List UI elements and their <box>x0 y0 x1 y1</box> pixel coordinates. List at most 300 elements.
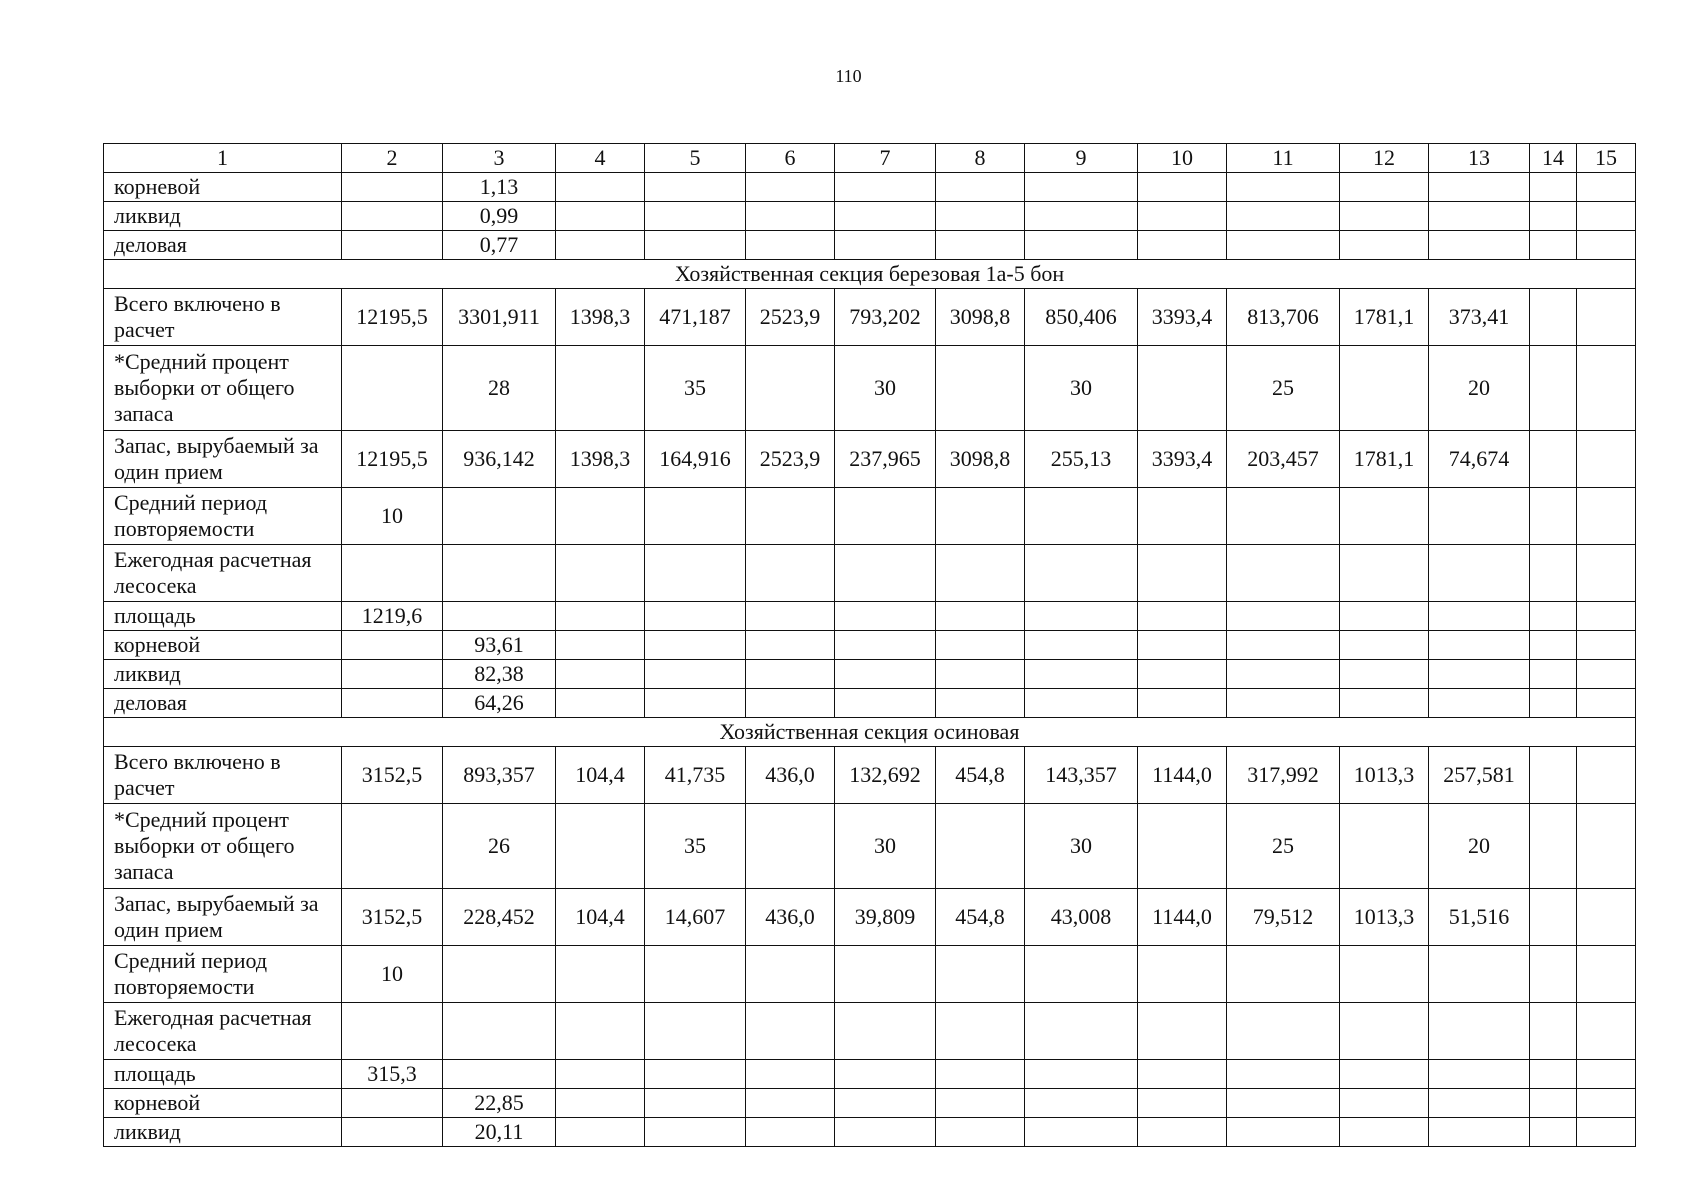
table-row <box>104 488 1636 545</box>
table-cell <box>1138 488 1227 545</box>
table-row <box>104 1118 1636 1147</box>
table-cell <box>1530 1089 1577 1118</box>
table-cell <box>746 602 835 631</box>
table-cell <box>556 173 645 202</box>
table-cell <box>1429 488 1530 545</box>
table-cell <box>746 1118 835 1147</box>
table-cell: 22,85 <box>443 1089 556 1118</box>
table-cell <box>1138 689 1227 718</box>
table-cell <box>1138 202 1227 231</box>
table-cell <box>835 1060 936 1089</box>
row-label: Запас, вырубаемый за один прием <box>104 889 342 946</box>
table-cell: 132,692 <box>835 747 936 804</box>
table-cell: 3152,5 <box>342 889 443 946</box>
table-cell <box>1227 1003 1340 1060</box>
table-cell <box>1429 231 1530 260</box>
table-cell <box>936 202 1025 231</box>
table-cell: 74,674 <box>1429 431 1530 488</box>
table-cell: 143,357 <box>1025 747 1138 804</box>
table-cell <box>1138 602 1227 631</box>
table-cell <box>645 689 746 718</box>
table-cell <box>1340 202 1429 231</box>
row-label: Запас, вырубаемый за один прием <box>104 431 342 488</box>
table-cell <box>1429 946 1530 1003</box>
table-row <box>104 602 1636 631</box>
table-cell: 228,452 <box>443 889 556 946</box>
table-cell <box>645 488 746 545</box>
table-cell: 20,11 <box>443 1118 556 1147</box>
table-cell <box>342 545 443 602</box>
row-label: деловая <box>104 231 342 260</box>
section-title: Хозяйственная секция березовая 1а-5 бон <box>104 260 1636 289</box>
table-cell <box>1530 747 1577 804</box>
table-cell <box>936 946 1025 1003</box>
table-cell <box>1227 602 1340 631</box>
table-cell <box>342 173 443 202</box>
table-cell <box>746 231 835 260</box>
table-cell <box>1340 1003 1429 1060</box>
table-cell <box>1530 631 1577 660</box>
table-cell <box>1577 1060 1636 1089</box>
table-cell <box>1340 231 1429 260</box>
column-number-cell: 5 <box>645 144 746 173</box>
table-row <box>104 231 1636 260</box>
table-cell <box>1138 1118 1227 1147</box>
table-cell <box>342 202 443 231</box>
table-cell: 1781,1 <box>1340 431 1429 488</box>
table-cell: 454,8 <box>936 889 1025 946</box>
row-label: Всего включено в расчет <box>104 289 342 346</box>
table-cell <box>443 1003 556 1060</box>
table-cell <box>1530 202 1577 231</box>
table-cell <box>936 173 1025 202</box>
table-cell <box>746 545 835 602</box>
table-cell <box>1530 173 1577 202</box>
table-cell: 30 <box>1025 804 1138 889</box>
table-cell <box>556 660 645 689</box>
table-cell <box>1340 1118 1429 1147</box>
table-cell <box>1340 804 1429 889</box>
table-cell <box>1138 804 1227 889</box>
row-label: ликвид <box>104 202 342 231</box>
table-cell: 82,38 <box>443 660 556 689</box>
table-cell <box>1577 1118 1636 1147</box>
row-label: Средний период повторяемости <box>104 946 342 1003</box>
row-label: Всего включено в расчет <box>104 747 342 804</box>
table-cell: 25 <box>1227 804 1340 889</box>
table-cell <box>342 1003 443 1060</box>
table-cell <box>835 488 936 545</box>
table-cell <box>1227 631 1340 660</box>
table-cell <box>1340 602 1429 631</box>
table-row <box>104 545 1636 602</box>
row-label: Средний период повторяемости <box>104 488 342 545</box>
table-cell <box>1227 689 1340 718</box>
table-cell <box>1577 488 1636 545</box>
table-cell <box>1577 602 1636 631</box>
table-cell <box>1429 545 1530 602</box>
allowable-cut-table <box>103 143 1636 1147</box>
table-cell <box>835 202 936 231</box>
row-label: корневой <box>104 173 342 202</box>
table-cell <box>556 231 645 260</box>
table-cell <box>556 488 645 545</box>
table-cell <box>835 1089 936 1118</box>
table-cell <box>746 1089 835 1118</box>
table-cell <box>1025 631 1138 660</box>
row-label: корневой <box>104 1089 342 1118</box>
table-cell <box>342 346 443 431</box>
table-cell <box>1429 173 1530 202</box>
table-cell: 25 <box>1227 346 1340 431</box>
column-number-cell: 10 <box>1138 144 1227 173</box>
table-cell <box>936 545 1025 602</box>
table-cell <box>1025 1060 1138 1089</box>
table-cell <box>746 488 835 545</box>
table-cell <box>835 602 936 631</box>
table-cell <box>1429 631 1530 660</box>
table-cell <box>835 545 936 602</box>
table-cell <box>1138 346 1227 431</box>
table-cell <box>1227 202 1340 231</box>
table-cell <box>1429 602 1530 631</box>
table-cell <box>835 660 936 689</box>
table-cell <box>556 545 645 602</box>
table-cell <box>1577 747 1636 804</box>
table-cell <box>1530 1003 1577 1060</box>
table-cell: 104,4 <box>556 747 645 804</box>
table-cell <box>835 1003 936 1060</box>
table-cell: 35 <box>645 346 746 431</box>
table-cell <box>556 631 645 660</box>
table-cell <box>443 602 556 631</box>
table-cell <box>1340 946 1429 1003</box>
table-cell <box>1530 804 1577 889</box>
table-row <box>104 202 1636 231</box>
table-cell <box>746 804 835 889</box>
table-cell: 257,581 <box>1429 747 1530 804</box>
table-cell <box>1340 545 1429 602</box>
table-cell: 104,4 <box>556 889 645 946</box>
table-cell <box>1429 689 1530 718</box>
table-cell <box>1340 660 1429 689</box>
column-number-cell: 3 <box>443 144 556 173</box>
table-row <box>104 346 1636 431</box>
table-cell: 1,13 <box>443 173 556 202</box>
table-cell <box>556 346 645 431</box>
table-cell: 30 <box>1025 346 1138 431</box>
table-cell <box>1227 488 1340 545</box>
table-cell: 43,008 <box>1025 889 1138 946</box>
table-cell <box>746 631 835 660</box>
table-cell <box>645 631 746 660</box>
table-cell <box>936 689 1025 718</box>
table-cell <box>342 1089 443 1118</box>
table-cell: 1013,3 <box>1340 747 1429 804</box>
table-cell <box>835 173 936 202</box>
table-cell <box>342 689 443 718</box>
table-cell <box>1227 173 1340 202</box>
table-cell <box>645 231 746 260</box>
row-label: *Средний процент выборки от общего запаса <box>104 346 342 431</box>
table-cell <box>1025 1089 1138 1118</box>
table-cell <box>746 946 835 1003</box>
column-number-cell: 8 <box>936 144 1025 173</box>
table-cell <box>1577 431 1636 488</box>
table-row <box>104 1003 1636 1060</box>
table-cell: 0,77 <box>443 231 556 260</box>
table-cell <box>1577 889 1636 946</box>
table-cell: 454,8 <box>936 747 1025 804</box>
table-cell <box>645 1060 746 1089</box>
table-cell: 1144,0 <box>1138 747 1227 804</box>
table-cell <box>936 804 1025 889</box>
table-cell <box>936 1089 1025 1118</box>
table-cell <box>835 1118 936 1147</box>
table-cell <box>835 631 936 660</box>
table-cell <box>443 1060 556 1089</box>
table-cell <box>1025 660 1138 689</box>
table-cell <box>1138 946 1227 1003</box>
table-cell <box>1340 631 1429 660</box>
table-cell <box>645 946 746 1003</box>
column-number-cell: 14 <box>1530 144 1577 173</box>
column-number-row <box>104 144 1636 173</box>
column-number-cell: 1 <box>104 144 342 173</box>
table-cell <box>1530 431 1577 488</box>
table-cell <box>1227 1089 1340 1118</box>
table-cell <box>1429 1003 1530 1060</box>
table-cell <box>1025 946 1138 1003</box>
row-label: ликвид <box>104 660 342 689</box>
table-cell <box>342 631 443 660</box>
table-cell <box>1340 346 1429 431</box>
table-cell <box>746 1060 835 1089</box>
table-row <box>104 804 1636 889</box>
table-cell: 471,187 <box>645 289 746 346</box>
table-cell <box>556 202 645 231</box>
column-number-cell: 7 <box>835 144 936 173</box>
table-cell <box>645 202 746 231</box>
table-cell: 41,735 <box>645 747 746 804</box>
table-cell <box>1025 231 1138 260</box>
table-row <box>104 1089 1636 1118</box>
table-cell <box>1340 173 1429 202</box>
table-cell: 20 <box>1429 804 1530 889</box>
row-label: площадь <box>104 602 342 631</box>
table-cell <box>1138 631 1227 660</box>
table-cell: 315,3 <box>342 1060 443 1089</box>
row-label: площадь <box>104 1060 342 1089</box>
table-cell: 3098,8 <box>936 289 1025 346</box>
table-cell <box>645 602 746 631</box>
table-cell: 237,965 <box>835 431 936 488</box>
table-cell <box>936 346 1025 431</box>
table-cell <box>835 231 936 260</box>
table-cell: 3098,8 <box>936 431 1025 488</box>
table-cell <box>1025 545 1138 602</box>
table-cell <box>1025 1003 1138 1060</box>
table-cell: 164,916 <box>645 431 746 488</box>
table-cell <box>1577 202 1636 231</box>
table-cell <box>1577 173 1636 202</box>
table-cell: 2523,9 <box>746 289 835 346</box>
table-cell: 3393,4 <box>1138 289 1227 346</box>
table-cell <box>1577 660 1636 689</box>
table-cell <box>746 689 835 718</box>
table-cell <box>936 488 1025 545</box>
table-cell <box>1577 804 1636 889</box>
table-cell <box>1340 1089 1429 1118</box>
table-cell <box>1577 545 1636 602</box>
table-cell <box>1138 660 1227 689</box>
table-cell <box>1577 689 1636 718</box>
table-cell: 813,706 <box>1227 289 1340 346</box>
table-cell <box>1577 946 1636 1003</box>
table-cell <box>1138 1089 1227 1118</box>
table-cell <box>1577 1003 1636 1060</box>
table-cell <box>835 689 936 718</box>
page-number: 110 <box>835 66 862 86</box>
table-cell <box>1429 202 1530 231</box>
table-cell: 0,99 <box>443 202 556 231</box>
table-cell <box>936 660 1025 689</box>
table-cell: 35 <box>645 804 746 889</box>
table-cell <box>1138 173 1227 202</box>
table-cell: 436,0 <box>746 747 835 804</box>
table-cell <box>1530 1118 1577 1147</box>
table-cell: 2523,9 <box>746 431 835 488</box>
table-row <box>104 173 1636 202</box>
table-cell <box>1340 689 1429 718</box>
table-cell <box>645 1118 746 1147</box>
table-cell <box>1530 289 1577 346</box>
row-label: Ежегодная расчетная лесосека <box>104 1003 342 1060</box>
table-cell <box>1429 1118 1530 1147</box>
row-label: *Средний процент выборки от общего запаса <box>104 804 342 889</box>
table-cell <box>1530 1060 1577 1089</box>
table-cell <box>936 631 1025 660</box>
table-cell: 436,0 <box>746 889 835 946</box>
table-cell <box>1530 545 1577 602</box>
row-label: Ежегодная расчетная лесосека <box>104 545 342 602</box>
table-cell <box>1577 631 1636 660</box>
table-cell: 79,512 <box>1227 889 1340 946</box>
table-cell <box>645 1003 746 1060</box>
table-cell <box>556 1089 645 1118</box>
table-cell: 20 <box>1429 346 1530 431</box>
column-number-cell: 4 <box>556 144 645 173</box>
table-cell: 10 <box>342 488 443 545</box>
table-cell <box>936 1060 1025 1089</box>
table-cell: 39,809 <box>835 889 936 946</box>
table-cell: 26 <box>443 804 556 889</box>
table-row <box>104 889 1636 946</box>
table-cell <box>1025 488 1138 545</box>
table-cell: 1781,1 <box>1340 289 1429 346</box>
table-cell <box>1025 689 1138 718</box>
table-cell <box>342 804 443 889</box>
row-label: деловая <box>104 689 342 718</box>
table-cell: 10 <box>342 946 443 1003</box>
table-cell <box>1138 231 1227 260</box>
table-cell <box>1227 946 1340 1003</box>
table-cell <box>1530 660 1577 689</box>
table-cell <box>1530 488 1577 545</box>
table-cell <box>1530 889 1577 946</box>
table-cell <box>1577 1089 1636 1118</box>
table-cell <box>1227 660 1340 689</box>
table-cell <box>556 1118 645 1147</box>
table-cell <box>1227 231 1340 260</box>
table-cell <box>936 1003 1025 1060</box>
table-cell <box>1025 202 1138 231</box>
column-number-cell: 12 <box>1340 144 1429 173</box>
table-cell <box>746 202 835 231</box>
table-cell <box>645 660 746 689</box>
table-cell: 317,992 <box>1227 747 1340 804</box>
table-cell: 93,61 <box>443 631 556 660</box>
table-cell: 1398,3 <box>556 289 645 346</box>
table-cell: 1144,0 <box>1138 889 1227 946</box>
table-cell <box>746 1003 835 1060</box>
table-cell: 373,41 <box>1429 289 1530 346</box>
table-cell: 64,26 <box>443 689 556 718</box>
table-cell <box>936 1118 1025 1147</box>
table-cell <box>1227 1118 1340 1147</box>
table-cell <box>1530 946 1577 1003</box>
table-cell <box>443 946 556 1003</box>
table-row <box>104 660 1636 689</box>
section-header-row <box>104 260 1636 289</box>
table-cell <box>443 545 556 602</box>
table-cell: 30 <box>835 804 936 889</box>
table-row <box>104 289 1636 346</box>
table-cell <box>1227 545 1340 602</box>
table-cell: 12195,5 <box>342 289 443 346</box>
table-cell: 1219,6 <box>342 602 443 631</box>
table-cell <box>1530 346 1577 431</box>
table-cell <box>1340 488 1429 545</box>
column-number-cell: 6 <box>746 144 835 173</box>
column-number-cell: 2 <box>342 144 443 173</box>
table-cell <box>746 346 835 431</box>
table-cell: 30 <box>835 346 936 431</box>
table-cell <box>1577 289 1636 346</box>
table-cell: 255,13 <box>1025 431 1138 488</box>
table-cell <box>936 602 1025 631</box>
section-title: Хозяйственная секция осиновая <box>104 718 1636 747</box>
row-label: корневой <box>104 631 342 660</box>
table-cell: 14,607 <box>645 889 746 946</box>
table-cell <box>443 488 556 545</box>
table-cell: 3152,5 <box>342 747 443 804</box>
table-cell <box>556 804 645 889</box>
table-cell <box>556 946 645 1003</box>
table-cell: 936,142 <box>443 431 556 488</box>
table-cell <box>342 231 443 260</box>
table-cell: 893,357 <box>443 747 556 804</box>
table-cell <box>1530 602 1577 631</box>
table-cell <box>1227 1060 1340 1089</box>
table-cell <box>936 231 1025 260</box>
table-row <box>104 946 1636 1003</box>
row-label: ликвид <box>104 1118 342 1147</box>
table-cell <box>1530 689 1577 718</box>
table-cell <box>1577 231 1636 260</box>
table-cell <box>342 1118 443 1147</box>
table-row <box>104 689 1636 718</box>
